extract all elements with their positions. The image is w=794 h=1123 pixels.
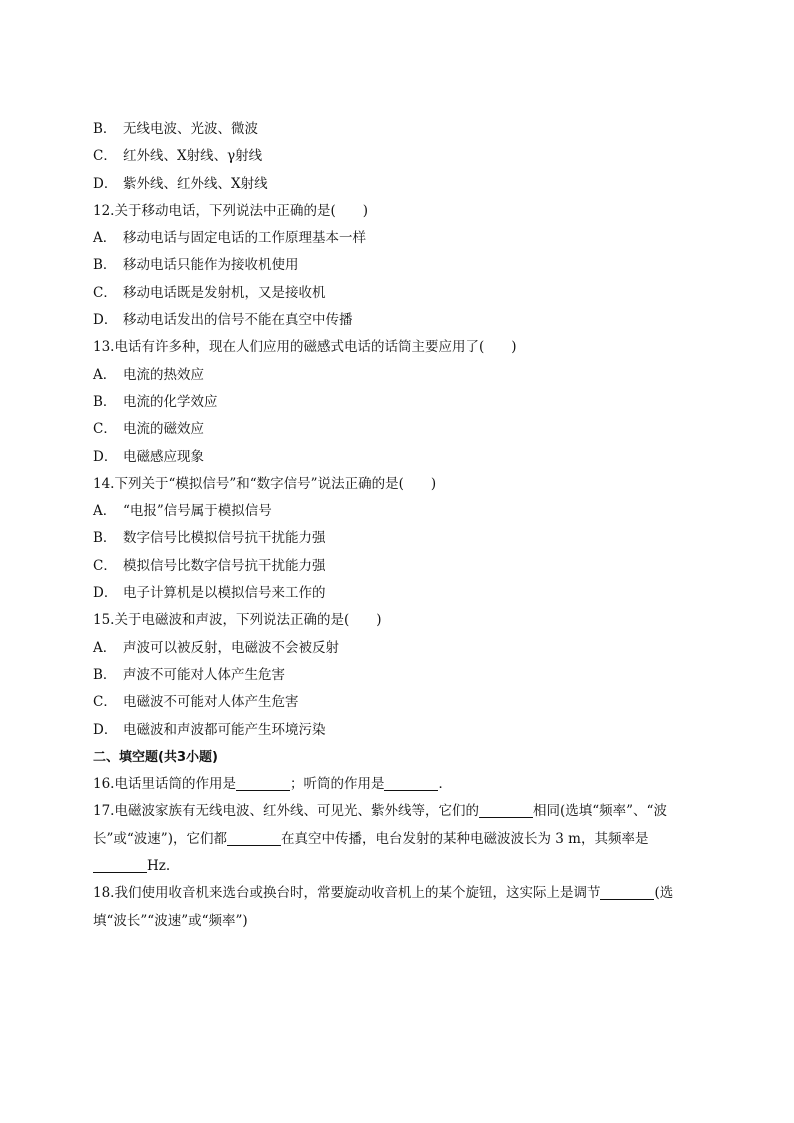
- option-line: [93, 307, 705, 334]
- option-line: [93, 116, 705, 143]
- option-line: [93, 416, 705, 443]
- option-line: [93, 689, 705, 716]
- option-line: [93, 389, 705, 416]
- option-text: 紫外线、红外线、X射线: [123, 175, 268, 192]
- question-text: 在真空中传播，电台发射的某种电磁波波长为 3 m，其频率是: [280, 830, 649, 847]
- option-line: [93, 635, 705, 662]
- option-line: [93, 225, 705, 252]
- option-letter: D．: [93, 721, 118, 738]
- answer-blank: [600, 884, 654, 900]
- option-line: [93, 252, 705, 279]
- question-12: 12.关于移动电话，下列说法中正确的是( ): [93, 202, 369, 219]
- option-letter: C．: [93, 421, 117, 438]
- answer-blank: [93, 857, 147, 873]
- question-14: 14.下列关于“模拟信号”和“数字信号”说法正确的是( ): [93, 475, 437, 492]
- question-13: 13.电话有许多种，现在人们应用的磁感式电话的话筒主要应用了( ): [93, 339, 517, 356]
- option-letter: D．: [93, 312, 118, 329]
- option-text: 声波可以被反射，电磁波不会被反射: [123, 639, 339, 656]
- question-text: 16.电话里话筒的作用是: [93, 776, 236, 793]
- option-text: 电磁波和声波都可能产生环境污染: [123, 721, 326, 738]
- option-line: [93, 662, 705, 689]
- question-line: [93, 908, 705, 935]
- option-letter: C．: [93, 148, 117, 165]
- option-text: 数字信号比模拟信号抗干扰能力强: [123, 530, 326, 547]
- option-text: 移动电话只能作为接收机使用: [123, 257, 299, 274]
- option-line: [93, 444, 705, 471]
- question-text: 相同(选填“频率”、“波: [532, 803, 667, 820]
- option-text: 无线电波、光波、微波: [123, 121, 258, 137]
- option-line: [93, 171, 705, 198]
- question-15: 15.关于电磁波和声波，下列说法正确的是( ): [93, 612, 382, 629]
- answer-blank: [479, 802, 533, 818]
- question-text: ．: [438, 776, 452, 793]
- option-text: 电流的热效应: [123, 366, 204, 383]
- question-text: Hz.: [147, 858, 171, 875]
- option-letter: C．: [93, 694, 117, 711]
- question-text: 填“波长”“波速”或“频率”): [93, 912, 248, 929]
- question-17: [93, 798, 705, 880]
- option-letter: B．: [93, 530, 117, 547]
- option-letter: C．: [93, 284, 117, 301]
- option-letter: B．: [93, 121, 117, 137]
- option-line: [93, 717, 705, 744]
- exam-page: [93, 116, 705, 935]
- answer-blank: [227, 830, 281, 846]
- option-text: 电磁感应现象: [123, 448, 204, 465]
- option-line: [93, 498, 705, 525]
- question-line: [93, 798, 705, 825]
- option-letter: D．: [93, 585, 118, 602]
- option-text: 模拟信号比数字信号抗干扰能力强: [123, 557, 326, 574]
- question-text: ；听筒的作用是: [289, 776, 385, 793]
- option-letter: A．: [93, 503, 117, 520]
- question-text: 长”或“波速”)，它们都: [93, 830, 227, 847]
- option-letter: B．: [93, 666, 117, 683]
- option-letter: D．: [93, 448, 118, 465]
- question-text: 17.电磁波家族有无线电波、红外线、可见光、紫外线等，它们的: [93, 803, 479, 820]
- option-text: 移动电话既是发射机，又是接收机: [123, 284, 326, 301]
- option-letter: C．: [93, 557, 117, 574]
- option-line: [93, 553, 705, 580]
- question-line: [93, 826, 705, 853]
- option-text: 电子计算机是以模拟信号来工作的: [123, 585, 326, 602]
- question-16: [93, 771, 705, 798]
- option-letter: B．: [93, 393, 117, 410]
- option-letter: B．: [93, 257, 117, 274]
- question-text: (选: [654, 885, 674, 902]
- option-text: 移动电话与固定电话的工作原理基本一样: [123, 230, 366, 247]
- question-line: [93, 853, 705, 880]
- answer-blank: [236, 775, 290, 791]
- option-line: [93, 362, 705, 389]
- option-text: 红外线、X射线、γ射线: [123, 148, 263, 165]
- option-text: 电磁波不可能对人体产生危害: [123, 694, 299, 711]
- section-heading: 二、填空题(共3小题): [93, 749, 218, 765]
- option-text: 电流的化学效应: [123, 393, 218, 410]
- option-text: “电报”信号属于模拟信号: [123, 503, 272, 520]
- option-text: 移动电话发出的信号不能在真空中传播: [123, 312, 353, 329]
- option-line: [93, 580, 705, 607]
- option-letter: A．: [93, 639, 117, 656]
- question-text: 18.我们使用收音机来选台或换台时，常要旋动收音机上的某个旋钮，这实际上是调节: [93, 885, 601, 902]
- option-letter: A．: [93, 230, 117, 247]
- question-18: [93, 880, 705, 935]
- question-line: [93, 880, 705, 907]
- option-text: 声波不可能对人体产生危害: [123, 666, 285, 683]
- option-line: [93, 525, 705, 552]
- answer-blank: [384, 775, 438, 791]
- option-letter: D．: [93, 175, 118, 192]
- option-line: [93, 143, 705, 170]
- option-line: [93, 280, 705, 307]
- option-letter: A．: [93, 366, 117, 383]
- option-text: 电流的磁效应: [123, 421, 204, 438]
